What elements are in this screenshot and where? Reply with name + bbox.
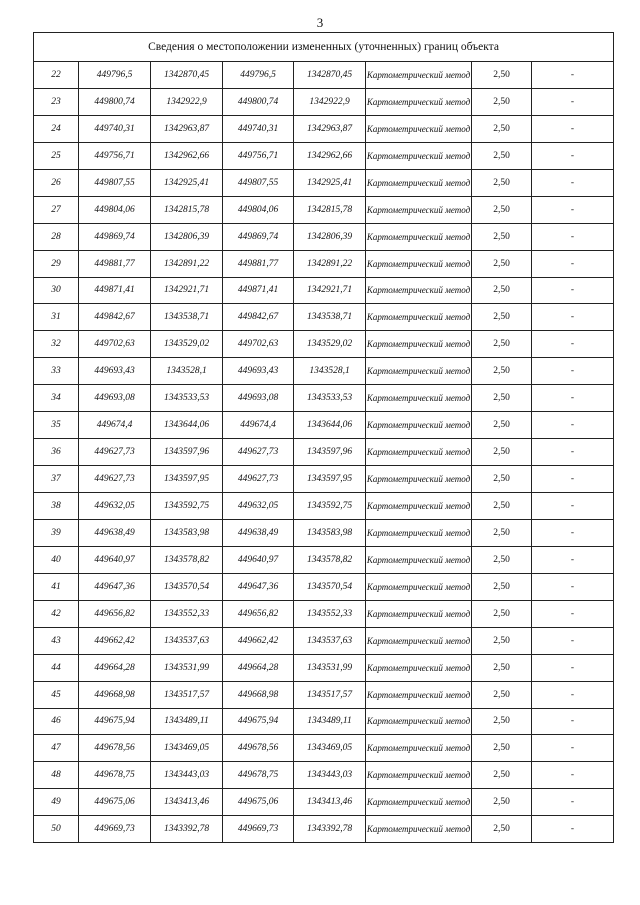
- accuracy-cell: 2,50: [472, 62, 532, 89]
- table-title: Сведения о местоположении измененных (уточненных) границ объекта: [34, 33, 614, 62]
- accuracy-cell: 2,50: [472, 546, 532, 573]
- accuracy-cell: 2,50: [472, 88, 532, 115]
- new-x-cell: 449756,71: [223, 142, 294, 169]
- method-cell: Картометрический метод: [366, 142, 472, 169]
- new-y-cell: 1343517,57: [294, 681, 366, 708]
- new-x-cell: 449740,31: [223, 115, 294, 142]
- note-cell: -: [532, 439, 614, 466]
- existing-x-cell: 449804,06: [79, 196, 151, 223]
- existing-y-cell: 1342891,22: [151, 250, 223, 277]
- accuracy-cell: 2,50: [472, 600, 532, 627]
- new-x-cell: 449693,08: [223, 385, 294, 412]
- note-cell: -: [532, 654, 614, 681]
- existing-x-cell: 449869,74: [79, 223, 151, 250]
- existing-x-cell: 449871,41: [79, 277, 151, 304]
- accuracy-cell: 2,50: [472, 816, 532, 843]
- method-cell: Картометрический метод: [366, 627, 472, 654]
- point-number-cell: 26: [34, 169, 79, 196]
- existing-y-cell: 1342922,9: [151, 88, 223, 115]
- new-y-cell: 1342815,78: [294, 196, 366, 223]
- new-y-cell: 1343413,46: [294, 789, 366, 816]
- point-number-cell: 44: [34, 654, 79, 681]
- method-cell: Картометрический метод: [366, 573, 472, 600]
- method-cell: Картометрический метод: [366, 708, 472, 735]
- note-cell: -: [532, 277, 614, 304]
- table-row: [34, 654, 614, 681]
- method-cell: Картометрический метод: [366, 439, 472, 466]
- new-y-cell: 1343570,54: [294, 573, 366, 600]
- new-y-cell: 1342806,39: [294, 223, 366, 250]
- new-y-cell: 1343538,71: [294, 304, 366, 331]
- new-y-cell: 1343597,96: [294, 439, 366, 466]
- accuracy-cell: 2,50: [472, 519, 532, 546]
- new-x-cell: 449869,74: [223, 223, 294, 250]
- point-number-cell: 25: [34, 142, 79, 169]
- note-cell: -: [532, 600, 614, 627]
- table-row: [34, 519, 614, 546]
- note-cell: -: [532, 385, 614, 412]
- new-y-cell: 1343531,99: [294, 654, 366, 681]
- existing-y-cell: 1343517,57: [151, 681, 223, 708]
- new-x-cell: 449664,28: [223, 654, 294, 681]
- existing-x-cell: 449678,75: [79, 762, 151, 789]
- note-cell: -: [532, 331, 614, 358]
- note-cell: -: [532, 762, 614, 789]
- existing-y-cell: 1342806,39: [151, 223, 223, 250]
- point-number-cell: 38: [34, 493, 79, 520]
- accuracy-cell: 2,50: [472, 708, 532, 735]
- accuracy-cell: 2,50: [472, 681, 532, 708]
- existing-x-cell: 449693,43: [79, 358, 151, 385]
- accuracy-cell: 2,50: [472, 223, 532, 250]
- new-y-cell: 1342925,41: [294, 169, 366, 196]
- accuracy-cell: 2,50: [472, 277, 532, 304]
- note-cell: -: [532, 681, 614, 708]
- table-row: [34, 88, 614, 115]
- existing-y-cell: 1342921,71: [151, 277, 223, 304]
- new-x-cell: 449800,74: [223, 88, 294, 115]
- point-number-cell: 27: [34, 196, 79, 223]
- point-number-cell: 40: [34, 546, 79, 573]
- new-x-cell: 449668,98: [223, 681, 294, 708]
- existing-y-cell: 1343597,95: [151, 466, 223, 493]
- point-number-cell: 46: [34, 708, 79, 735]
- point-number-cell: 50: [34, 816, 79, 843]
- existing-y-cell: 1343570,54: [151, 573, 223, 600]
- new-y-cell: 1343443,03: [294, 762, 366, 789]
- table-row: [34, 627, 614, 654]
- new-x-cell: 449627,73: [223, 466, 294, 493]
- new-y-cell: 1342891,22: [294, 250, 366, 277]
- existing-x-cell: 449638,49: [79, 519, 151, 546]
- accuracy-cell: 2,50: [472, 250, 532, 277]
- point-number-cell: 29: [34, 250, 79, 277]
- existing-y-cell: 1342962,66: [151, 142, 223, 169]
- new-y-cell: 1342922,9: [294, 88, 366, 115]
- new-x-cell: 449640,97: [223, 546, 294, 573]
- point-number-cell: 47: [34, 735, 79, 762]
- existing-y-cell: 1343578,82: [151, 546, 223, 573]
- table-row: [34, 600, 614, 627]
- new-x-cell: 449702,63: [223, 331, 294, 358]
- new-x-cell: 449881,77: [223, 250, 294, 277]
- existing-y-cell: 1343413,46: [151, 789, 223, 816]
- accuracy-cell: 2,50: [472, 654, 532, 681]
- new-x-cell: 449632,05: [223, 493, 294, 520]
- note-cell: -: [532, 142, 614, 169]
- method-cell: Картометрический метод: [366, 789, 472, 816]
- point-number-cell: 43: [34, 627, 79, 654]
- table-row: [34, 412, 614, 439]
- new-y-cell: 1343528,1: [294, 358, 366, 385]
- new-x-cell: 449647,36: [223, 573, 294, 600]
- accuracy-cell: 2,50: [472, 358, 532, 385]
- table-row: [34, 115, 614, 142]
- accuracy-cell: 2,50: [472, 573, 532, 600]
- table-row: [34, 142, 614, 169]
- point-number-cell: 31: [34, 304, 79, 331]
- note-cell: -: [532, 789, 614, 816]
- point-number-cell: 48: [34, 762, 79, 789]
- method-cell: Картометрический метод: [366, 331, 472, 358]
- new-y-cell: 1343489,11: [294, 708, 366, 735]
- existing-x-cell: 449807,55: [79, 169, 151, 196]
- new-y-cell: 1342963,87: [294, 115, 366, 142]
- existing-x-cell: 449669,73: [79, 816, 151, 843]
- note-cell: -: [532, 169, 614, 196]
- existing-y-cell: 1343531,99: [151, 654, 223, 681]
- table-row: [34, 789, 614, 816]
- new-y-cell: 1342921,71: [294, 277, 366, 304]
- table-row: [34, 277, 614, 304]
- note-cell: -: [532, 546, 614, 573]
- method-cell: Картометрический метод: [366, 654, 472, 681]
- note-cell: -: [532, 627, 614, 654]
- new-y-cell: 1342962,66: [294, 142, 366, 169]
- point-number-cell: 35: [34, 412, 79, 439]
- point-number-cell: 24: [34, 115, 79, 142]
- point-number-cell: 37: [34, 466, 79, 493]
- note-cell: -: [532, 573, 614, 600]
- existing-x-cell: 449881,77: [79, 250, 151, 277]
- table-row: [34, 681, 614, 708]
- accuracy-cell: 2,50: [472, 789, 532, 816]
- existing-x-cell: 449627,73: [79, 466, 151, 493]
- new-x-cell: 449678,56: [223, 735, 294, 762]
- existing-x-cell: 449800,74: [79, 88, 151, 115]
- existing-x-cell: 449678,56: [79, 735, 151, 762]
- existing-y-cell: 1343597,96: [151, 439, 223, 466]
- new-x-cell: 449796,5: [223, 62, 294, 89]
- existing-y-cell: 1343469,05: [151, 735, 223, 762]
- new-x-cell: 449656,82: [223, 600, 294, 627]
- method-cell: Картометрический метод: [366, 358, 472, 385]
- point-number-cell: 33: [34, 358, 79, 385]
- method-cell: Картометрический метод: [366, 600, 472, 627]
- accuracy-cell: 2,50: [472, 169, 532, 196]
- table-row: [34, 708, 614, 735]
- table-row: [34, 169, 614, 196]
- page-number: 3: [316, 15, 324, 30]
- accuracy-cell: 2,50: [472, 762, 532, 789]
- method-cell: Картометрический метод: [366, 250, 472, 277]
- note-cell: -: [532, 88, 614, 115]
- existing-x-cell: 449756,71: [79, 142, 151, 169]
- point-number-cell: 49: [34, 789, 79, 816]
- note-cell: -: [532, 466, 614, 493]
- table-row: [34, 439, 614, 466]
- existing-y-cell: 1342870,45: [151, 62, 223, 89]
- new-y-cell: 1343552,33: [294, 600, 366, 627]
- point-number-cell: 34: [34, 385, 79, 412]
- new-x-cell: 449807,55: [223, 169, 294, 196]
- method-cell: Картометрический метод: [366, 735, 472, 762]
- boundary-coordinates-table: [33, 32, 614, 843]
- accuracy-cell: 2,50: [472, 115, 532, 142]
- accuracy-cell: 2,50: [472, 196, 532, 223]
- accuracy-cell: 2,50: [472, 627, 532, 654]
- method-cell: Картометрический метод: [366, 115, 472, 142]
- new-y-cell: 1342870,45: [294, 62, 366, 89]
- existing-y-cell: 1343489,11: [151, 708, 223, 735]
- existing-x-cell: 449675,06: [79, 789, 151, 816]
- accuracy-cell: 2,50: [472, 493, 532, 520]
- table-row: [34, 62, 614, 89]
- point-number-cell: 32: [34, 331, 79, 358]
- table-row: [34, 196, 614, 223]
- new-y-cell: 1343537,63: [294, 627, 366, 654]
- method-cell: Картометрический метод: [366, 304, 472, 331]
- table-row: [34, 250, 614, 277]
- table-row: [34, 466, 614, 493]
- existing-x-cell: 449632,05: [79, 493, 151, 520]
- point-number-cell: 23: [34, 88, 79, 115]
- existing-y-cell: 1343583,98: [151, 519, 223, 546]
- existing-x-cell: 449702,63: [79, 331, 151, 358]
- note-cell: -: [532, 708, 614, 735]
- note-cell: -: [532, 62, 614, 89]
- method-cell: Картометрический метод: [366, 223, 472, 250]
- table-row: [34, 735, 614, 762]
- accuracy-cell: 2,50: [472, 735, 532, 762]
- accuracy-cell: 2,50: [472, 385, 532, 412]
- method-cell: Картометрический метод: [366, 385, 472, 412]
- note-cell: -: [532, 816, 614, 843]
- point-number-cell: 41: [34, 573, 79, 600]
- accuracy-cell: 2,50: [472, 439, 532, 466]
- table-row: [34, 546, 614, 573]
- existing-x-cell: 449668,98: [79, 681, 151, 708]
- new-y-cell: 1343529,02: [294, 331, 366, 358]
- table-row: [34, 358, 614, 385]
- note-cell: -: [532, 115, 614, 142]
- method-cell: Картометрический метод: [366, 519, 472, 546]
- existing-x-cell: 449740,31: [79, 115, 151, 142]
- existing-x-cell: 449842,67: [79, 304, 151, 331]
- new-x-cell: 449871,41: [223, 277, 294, 304]
- method-cell: Картометрический метод: [366, 493, 472, 520]
- new-x-cell: 449669,73: [223, 816, 294, 843]
- method-cell: Картометрический метод: [366, 196, 472, 223]
- existing-y-cell: 1343538,71: [151, 304, 223, 331]
- accuracy-cell: 2,50: [472, 142, 532, 169]
- existing-x-cell: 449674,4: [79, 412, 151, 439]
- new-x-cell: 449804,06: [223, 196, 294, 223]
- existing-y-cell: 1343533,53: [151, 385, 223, 412]
- existing-x-cell: 449664,28: [79, 654, 151, 681]
- note-cell: -: [532, 493, 614, 520]
- note-cell: -: [532, 304, 614, 331]
- note-cell: -: [532, 250, 614, 277]
- point-number-cell: 36: [34, 439, 79, 466]
- note-cell: -: [532, 735, 614, 762]
- new-x-cell: 449627,73: [223, 439, 294, 466]
- new-x-cell: 449674,4: [223, 412, 294, 439]
- existing-y-cell: 1343537,63: [151, 627, 223, 654]
- point-number-cell: 45: [34, 681, 79, 708]
- note-cell: -: [532, 358, 614, 385]
- new-x-cell: 449675,94: [223, 708, 294, 735]
- table-row: [34, 331, 614, 358]
- point-number-cell: 42: [34, 600, 79, 627]
- point-number-cell: 39: [34, 519, 79, 546]
- point-number-cell: 22: [34, 62, 79, 89]
- method-cell: Картометрический метод: [366, 816, 472, 843]
- existing-y-cell: 1342925,41: [151, 169, 223, 196]
- existing-y-cell: 1343529,02: [151, 331, 223, 358]
- note-cell: -: [532, 223, 614, 250]
- existing-x-cell: 449647,36: [79, 573, 151, 600]
- existing-x-cell: 449627,73: [79, 439, 151, 466]
- new-x-cell: 449638,49: [223, 519, 294, 546]
- new-y-cell: 1343597,95: [294, 466, 366, 493]
- existing-y-cell: 1343644,06: [151, 412, 223, 439]
- new-x-cell: 449693,43: [223, 358, 294, 385]
- method-cell: Картометрический метод: [366, 681, 472, 708]
- new-y-cell: 1343592,75: [294, 493, 366, 520]
- point-number-cell: 28: [34, 223, 79, 250]
- accuracy-cell: 2,50: [472, 412, 532, 439]
- method-cell: Картометрический метод: [366, 466, 472, 493]
- accuracy-cell: 2,50: [472, 304, 532, 331]
- existing-x-cell: 449662,42: [79, 627, 151, 654]
- new-y-cell: 1343583,98: [294, 519, 366, 546]
- table-row: [34, 304, 614, 331]
- existing-y-cell: 1343392,78: [151, 816, 223, 843]
- new-x-cell: 449678,75: [223, 762, 294, 789]
- method-cell: Картометрический метод: [366, 762, 472, 789]
- existing-y-cell: 1342963,87: [151, 115, 223, 142]
- new-x-cell: 449662,42: [223, 627, 294, 654]
- existing-y-cell: 1343592,75: [151, 493, 223, 520]
- existing-x-cell: 449656,82: [79, 600, 151, 627]
- method-cell: Картометрический метод: [366, 62, 472, 89]
- table-row: [34, 385, 614, 412]
- existing-y-cell: 1343443,03: [151, 762, 223, 789]
- new-y-cell: 1343469,05: [294, 735, 366, 762]
- method-cell: Картометрический метод: [366, 546, 472, 573]
- method-cell: Картометрический метод: [366, 277, 472, 304]
- note-cell: -: [532, 412, 614, 439]
- note-cell: -: [532, 196, 614, 223]
- table-row: [34, 762, 614, 789]
- method-cell: Картометрический метод: [366, 169, 472, 196]
- existing-x-cell: 449640,97: [79, 546, 151, 573]
- table-row: [34, 816, 614, 843]
- method-cell: Картометрический метод: [366, 88, 472, 115]
- new-y-cell: 1343644,06: [294, 412, 366, 439]
- note-cell: -: [532, 519, 614, 546]
- accuracy-cell: 2,50: [472, 331, 532, 358]
- existing-x-cell: 449675,94: [79, 708, 151, 735]
- existing-y-cell: 1343552,33: [151, 600, 223, 627]
- existing-y-cell: 1342815,78: [151, 196, 223, 223]
- method-cell: Картометрический метод: [366, 412, 472, 439]
- point-number-cell: 30: [34, 277, 79, 304]
- new-y-cell: 1343533,53: [294, 385, 366, 412]
- table-row: [34, 223, 614, 250]
- new-y-cell: 1343392,78: [294, 816, 366, 843]
- table-title-row: [34, 33, 614, 62]
- new-x-cell: 449675,06: [223, 789, 294, 816]
- new-x-cell: 449842,67: [223, 304, 294, 331]
- existing-x-cell: 449693,08: [79, 385, 151, 412]
- new-y-cell: 1343578,82: [294, 546, 366, 573]
- existing-x-cell: 449796,5: [79, 62, 151, 89]
- table-row: [34, 573, 614, 600]
- existing-y-cell: 1343528,1: [151, 358, 223, 385]
- accuracy-cell: 2,50: [472, 466, 532, 493]
- table-row: [34, 493, 614, 520]
- table-body: [34, 33, 614, 843]
